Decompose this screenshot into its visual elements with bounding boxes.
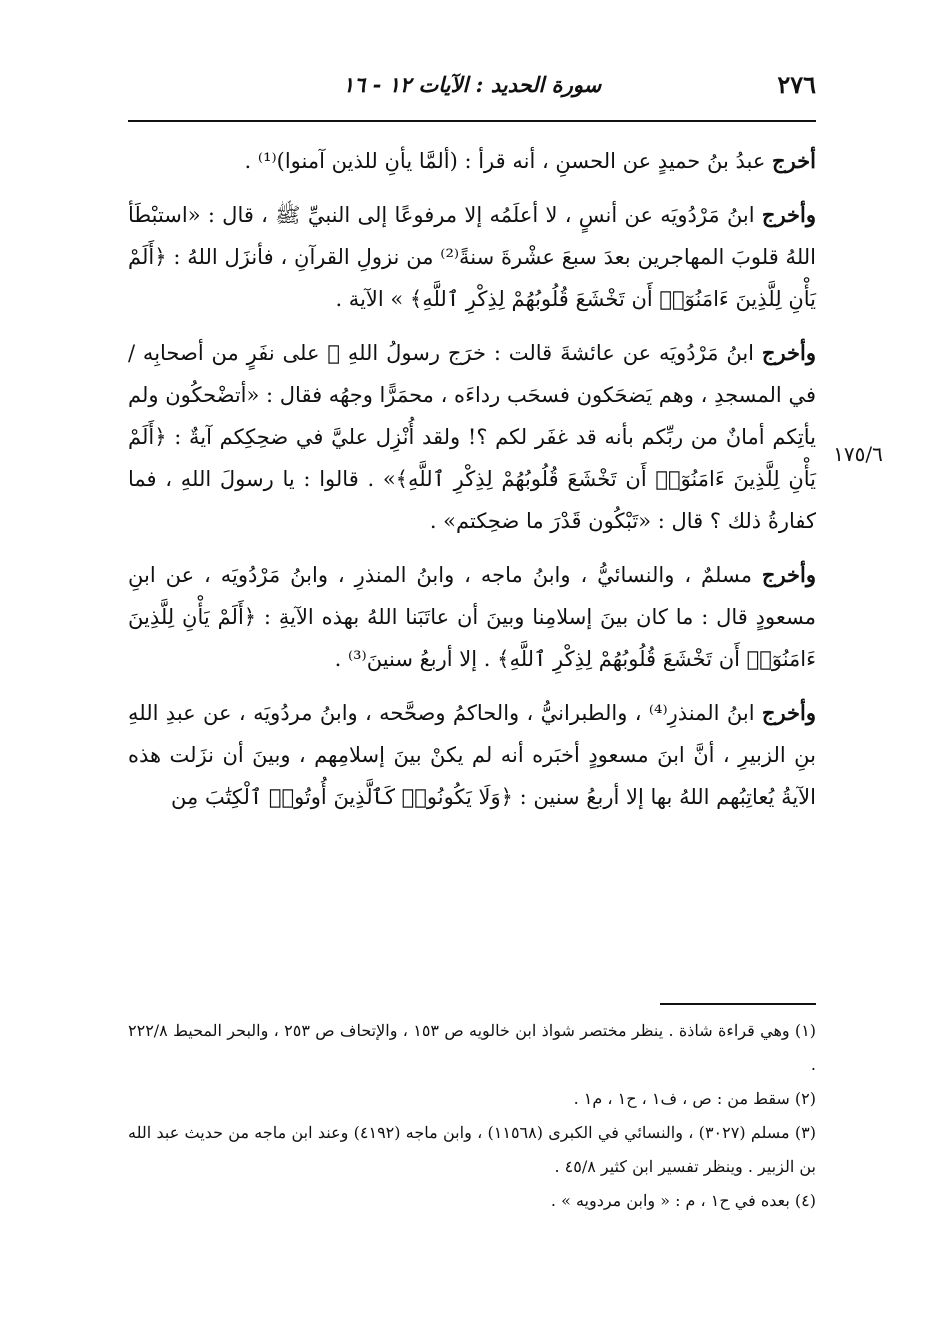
paragraph — [128, 692, 816, 818]
paragraph-lead: وأخرج — [761, 202, 816, 227]
margin-reference: ١٧٥/٦ — [833, 442, 883, 466]
paragraph-text: ابنُ مَرْدُويَه عن أنسٍ ، لا أعلَمُه إلا مرفوعًا إلى النبيِّ ﷺ ، قال : «استبْطَأ اللهُ قلوبَ المهاجرين بعدَ سبعَ عشْرةَ سنةً⁽²⁾ من نزولِ القرآنِ ، فأنزَل اللهُ : ﴿أَلَمْ يَأْنِ لِلَّذِينَ ءَامَنُوٓا۟ أَن تَخْشَعَ قُلُوبُهُمْ لِذِكْرِ ٱللَّهِ﴾ » الآية . — [128, 203, 817, 311]
paragraph — [128, 554, 816, 680]
paragraph-text: ابنُ المنذرِ⁽⁴⁾ ، والطبرانيُّ ، والحاكمُ وصحَّحه ، وابنُ مردُويَه ، عن عبدِ اللهِ بنِ الزبيرِ ، أنَّ ابنَ مسعودٍ أخبَره أنه لم يكنْ بينَ إسلامِهم ، وبينَ أن نزَلت هذه الآيةُ يُعاتِبُهم اللهُ بها إلا أربعُ سنين : ﴿وَلَا يَكُونُوا۟ كَٱلَّذِينَ أُوتُوا۟ ٱلْكِتَٰبَ مِن — [128, 701, 816, 809]
paragraph-lead: وأخرج — [761, 340, 816, 365]
page-number: ٢٧٦ — [777, 70, 816, 99]
footnote: (٤) بعده في ح١ ، م : « وابن مردويه » . — [550, 1191, 816, 1210]
footnote: (١) وهي قراءة شاذة . ينظر مختصر شواذ ابن خالويه ص ١٥٣ ، والإتحاف ص ٢٥٣ ، والبحر المحيط ٢٢٢/٨ . — [128, 1021, 817, 1074]
paragraph-lead: وأخرج — [761, 562, 816, 587]
paragraph-text: ابنُ مَرْدُويَه عن عائشةَ قالت : خرَج رسولُ اللهِ ﷺ على نفَرٍ من أصحابِه / في المسجدِ ، وهم يَضحَكون فسحَب رداءَه ، محمَرًّا وجهُه فقال : «أتضْحكُون ولم يأتِكم أمانٌ من ربِّكم بأنه قد غفَر لكم ؟! ولقد أُنْزِل عليَّ في ضحِكِكم آيةٌ : ﴿أَلَمْ يَأْنِ لِلَّذِينَ ءَامَنُوٓا۟ أَن تَخْشَعَ قُلُوبُهُمْ لِذِكْرِ ٱللَّهِ﴾» . قالوا : يا رسولَ اللهِ ، فما كفارةُ ذلك ؟ قال : «تَبْكُون قَدْرَ ما ضحِكتم» . — [128, 341, 816, 533]
paragraph-lead: أخرج — [772, 148, 816, 173]
footnote: (٢) سقط من : ص ، ف١ ، ح١ ، م١ . — [573, 1089, 816, 1108]
paragraph — [128, 140, 816, 182]
paragraph-text: عبدُ بنُ حميدٍ عن الحسنِ ، أنه قرأ : (ألمَّا يأنِ للذين آمنوا)⁽¹⁾ . — [244, 149, 773, 173]
running-title: سورة الحديد : الآيات ١٢ - ١٦ — [342, 72, 602, 97]
page-header — [128, 64, 816, 114]
paragraph-lead: وأخرج — [761, 700, 816, 725]
footnote: (٣) مسلم (٣٠٢٧) ، والنسائي في الكبرى (١١٥٦٨) ، وابن ماجه (٤١٩٢) وعند ابن ماجه من حديث عبد الله بن الزبير . وينظر تفسير ابن كثير ٤٥/٨ . — [128, 1123, 816, 1176]
paragraph — [128, 194, 816, 320]
paragraph — [128, 332, 816, 542]
footnote-rule — [660, 1003, 816, 1005]
header-rule — [128, 120, 816, 122]
paragraph-text: مسلمٌ ، والنسائيُّ ، وابنُ ماجه ، وابنُ المنذرِ ، وابنُ مَرْدُويَه ، عن ابنِ مسعودٍ قال : ما كان بينَ إسلامِنا وبينَ أن عاتَبَنا اللهُ بهذه الآيةِ : ﴿أَلَمْ يَأْنِ لِلَّذِينَ ءَامَنُوٓا۟ أَن تَخْشَعَ قُلُوبُهُمْ لِذِكْرِ ٱللَّهِ﴾ . إلا أربعُ سنينَ⁽³⁾ . — [128, 563, 816, 671]
body-text — [128, 140, 816, 830]
footnotes — [128, 1014, 816, 1218]
